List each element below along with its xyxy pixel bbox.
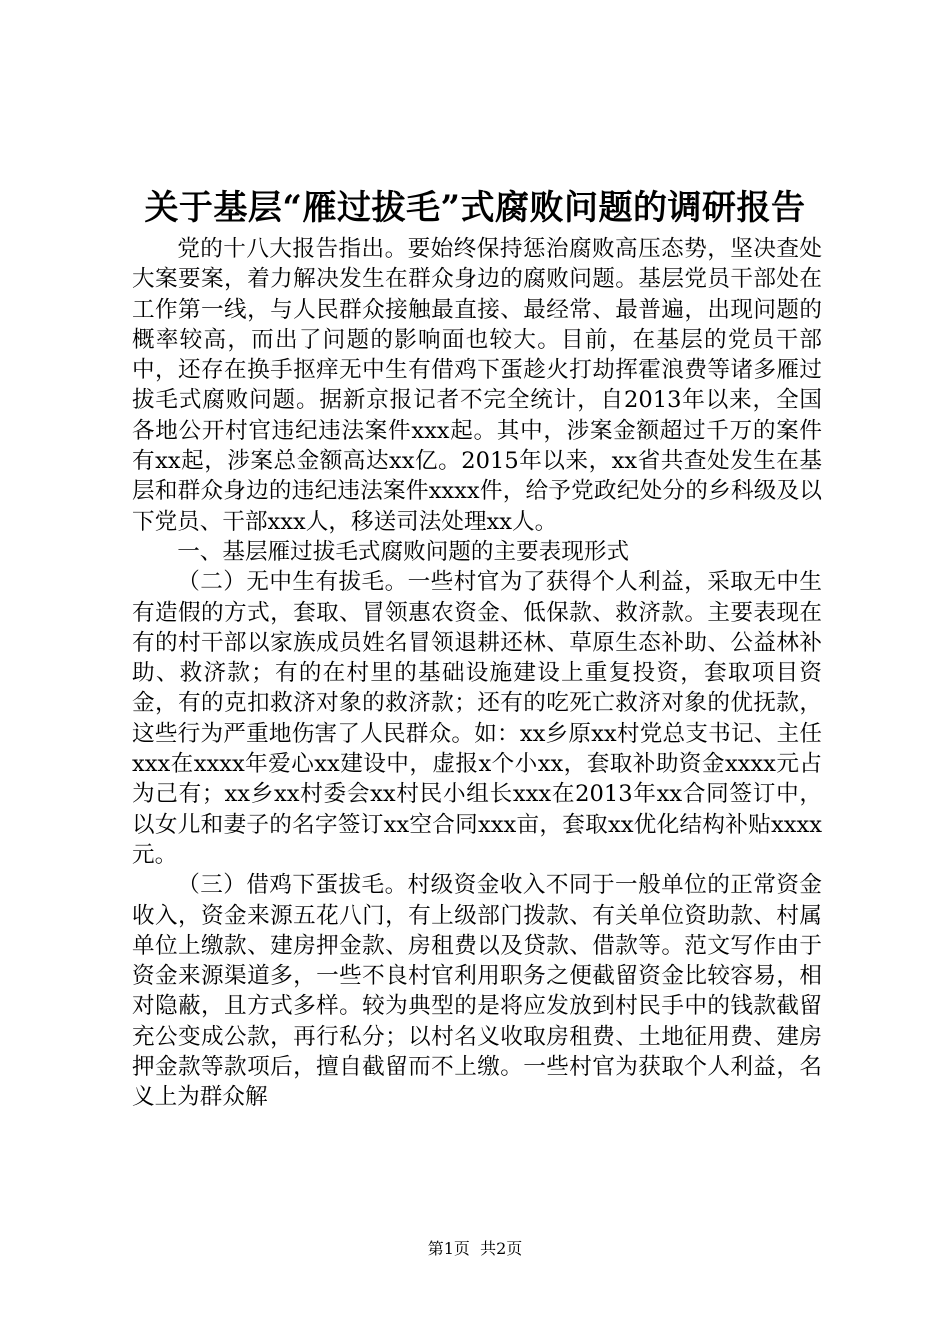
paragraph-intro: 党的十八大报告指出。要始终保持惩治腐败高压态势，坚决查处大案要案，着力解决发生在群众身边的腐败问题。基层党员干部处在工作第一线，与人民群众接触最直接、最经常、最普遍，出现问题的概率较高，而出了问题的影响面也较大。目前，在基层的党员干部中，还存在换手抠痒无中生有借鸡下蛋趁火打劫挥霍浪费等诸多雁过拔毛式腐败问题。据新京报记者不完全统计，自2013年以来，全国各地公开村官违纪违法案件xxx起。其中，涉案金额超过千万的案件有xx起，涉案总金额高达xx亿。2015年以来，xx省共查处发生在基层和群众身边的违纪违法案件xxxx件，给予党政纪处分的乡科级及以下党员、干部xxx人，移送司法处理xx人。 [132, 236, 822, 535]
page-indicator: 第1页 共2页 [427, 1239, 523, 1258]
paragraph-subsection-3: （三）借鸡下蛋拔毛。村级资金收入不同于一般单位的正常资金收入，资金来源五花八门，有上级部门拨款、有关单位资助款、村属单位上缴款、建房押金款、房租费以及贷款、借款等。范文写作由于资金来源渠道多，一些不良村官利用职务之便截留资金比较容易，相对隐蔽，且方式多样。较为典型的是将应发放到村民手中的钱款截留充公变成公款，再行私分；以村名义收取房租费、土地征用费、建房押金款等款项后，擅自截留而不上缴。一些村官为获取个人利益，名义上为群众解 [132, 872, 822, 1111]
document-body [132, 234, 822, 1113]
document-title: 关于基层“雁过拔毛”式腐败问题的调研报告 [144, 188, 806, 228]
section-heading: 一、基层雁过拔毛式腐败问题的主要表现形式 [177, 538, 630, 565]
paragraph-subsection-2: （二）无中生有拔毛。一些村官为了获得个人利益，采取无中生有造假的方式，套取、冒领惠农资金、低保款、救济款。主要表现在有的村干部以家族成员姓名冒领退耕还林、草原生态补助、公益林补助、救济款；有的在村里的基础设施建设上重复投资，套取项目资金，有的克扣救济对象的救济款；还有的吃死亡救济对象的优抚款，这些行为严重地伤害了人民群众。如：xx乡原xx村党总支书记、主任xxx在xxxx年爱心xx建设中，虚报x个小xx，套取补助资金xxxx元占为己有；xx乡xx村委会xx村民小组长xxx在2013年xx合同签订中，以女儿和妻子的名字签订xx空合同xxx亩，套取xx优化结构补贴xxxx元。 [132, 569, 822, 868]
